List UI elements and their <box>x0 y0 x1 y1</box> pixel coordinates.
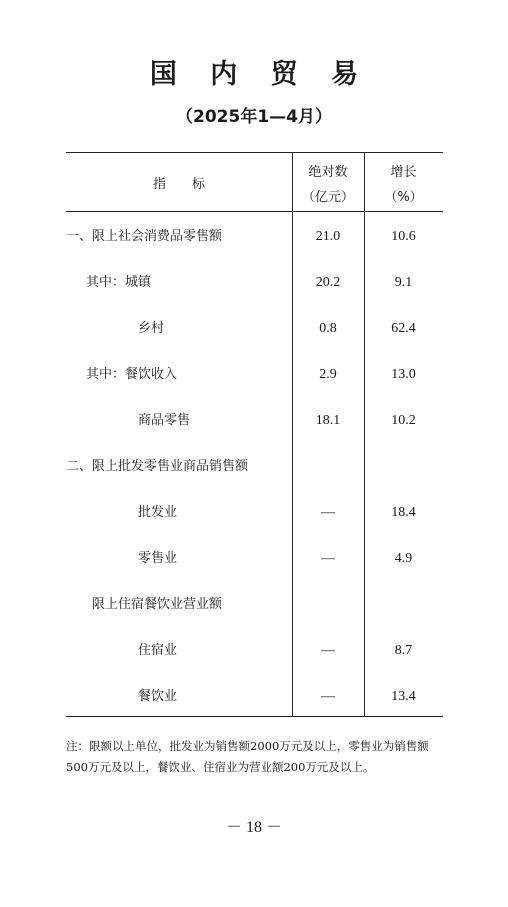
footnote: 注：限额以上单位，批发业为销售额2000万元及以上，零售业为销售额500万元及以上，餐饮业、住宿业为营业额200万元及以上。 <box>66 739 429 774</box>
trade-table <box>66 152 443 717</box>
row-absolute: 2.9 <box>319 367 337 382</box>
table-row <box>66 306 443 352</box>
row-label: 一、限上社会消费品零售额 <box>66 229 223 244</box>
page-number: － 18 － <box>225 819 282 836</box>
row-growth: 18.4 <box>391 505 416 520</box>
table-row <box>66 398 443 444</box>
row-absolute: — <box>321 551 335 566</box>
row-absolute: 21.0 <box>315 229 341 244</box>
table-row <box>66 260 443 306</box>
table-row <box>66 444 443 490</box>
header-absolute <box>292 161 364 205</box>
table-row <box>66 352 443 398</box>
row-label: 限上住宿餐饮业营业额 <box>92 597 223 612</box>
row-label: 二、限上批发零售业商品销售额 <box>66 459 249 474</box>
row-label: 商品零售 <box>138 413 191 428</box>
row-label: 住宿业 <box>138 643 178 658</box>
row-growth: 13.4 <box>391 689 416 704</box>
table-row <box>66 490 443 536</box>
row-label: 其中：餐饮收入 <box>86 367 178 382</box>
table-row <box>66 674 443 720</box>
row-label: 其中：城镇 <box>86 275 152 290</box>
row-label: 乡村 <box>138 321 165 336</box>
row-absolute <box>292 444 364 490</box>
row-label: 批发业 <box>138 505 178 520</box>
row-growth <box>364 444 443 490</box>
row-label: 零售业 <box>138 551 178 566</box>
row-growth: 4.9 <box>394 551 413 566</box>
row-growth: 9.1 <box>394 275 413 290</box>
row-label: 餐饮业 <box>138 689 178 704</box>
row-growth: 10.6 <box>391 229 416 244</box>
row-absolute: 0.8 <box>319 321 337 336</box>
table-row <box>66 582 443 628</box>
header-indicator: 指 标 <box>152 177 205 192</box>
row-absolute: — <box>321 689 335 704</box>
page-title: 国 内 贸 易 <box>149 59 371 90</box>
header-absolute-name: 绝对数 <box>308 165 348 180</box>
table-row <box>66 536 443 582</box>
row-growth <box>364 582 443 628</box>
header-growth-unit: （%） <box>384 190 423 205</box>
row-growth: 8.7 <box>394 643 413 658</box>
row-growth: 10.2 <box>391 413 416 428</box>
header-growth <box>364 161 443 205</box>
row-growth: 13.0 <box>391 367 416 382</box>
page-subtitle: （2025年1—4月） <box>176 107 332 127</box>
table-row <box>66 214 443 260</box>
row-absolute: — <box>321 505 335 520</box>
row-absolute: 18.1 <box>315 413 341 428</box>
row-absolute: 20.2 <box>315 275 341 290</box>
row-absolute: — <box>321 643 335 658</box>
row-growth: 62.4 <box>391 321 416 336</box>
table-row <box>66 628 443 674</box>
header-growth-name: 增长 <box>390 165 417 180</box>
header-divider <box>66 211 443 212</box>
row-absolute <box>292 582 364 628</box>
header-absolute-unit: （亿元） <box>301 190 354 205</box>
